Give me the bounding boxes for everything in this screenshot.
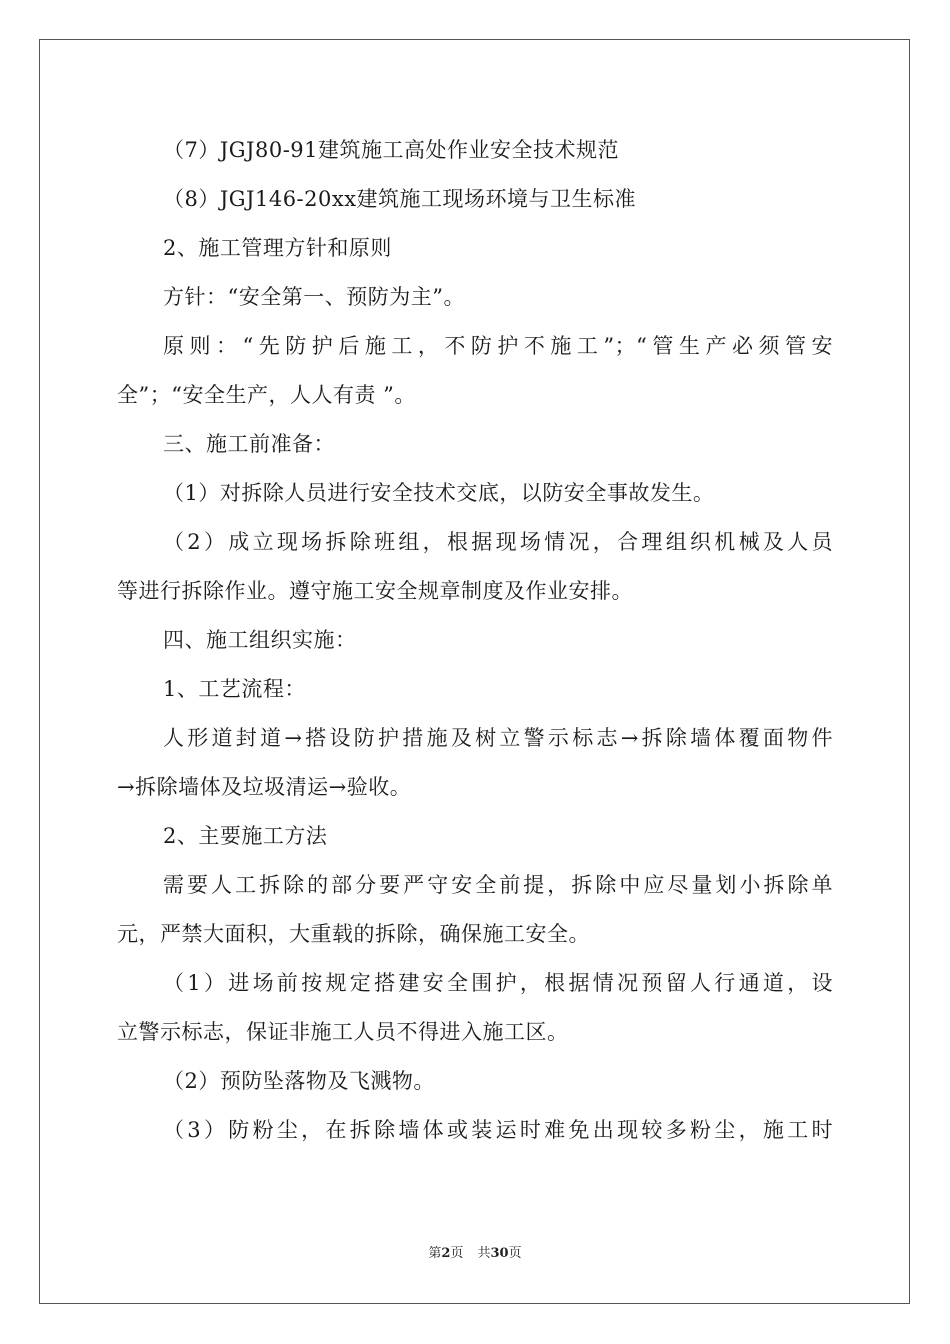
document-body — [117, 126, 833, 1155]
paragraph-line: 需要人工拆除的部分要严守安全前提，拆除中应尽量划小拆除单 — [163, 873, 833, 897]
paragraph-line: （2）成立现场拆除班组，根据现场情况，合理组织机械及人员 — [163, 530, 833, 554]
paragraph-line: （2）预防坠落物及飞溅物。 — [163, 1069, 435, 1093]
paragraph-line: 全”；“安全生产，人人有责 ”。 — [117, 383, 416, 407]
paragraph-line: （8）JGJ146-20xx建筑施工现场环境与卫生标准 — [163, 187, 637, 211]
section-heading: 2、施工管理方针和原则 — [163, 236, 392, 260]
total-suffix: 页 — [508, 1246, 522, 1261]
section-heading: 1、工艺流程： — [163, 677, 306, 701]
paragraph-line: 元，严禁大面积，大重载的拆除，确保施工安全。 — [117, 922, 590, 946]
section-heading: 四、施工组织实施： — [163, 628, 357, 652]
paragraph-line: 立警示标志，保证非施工人员不得进入施工区。 — [117, 1020, 569, 1044]
paragraph-line: （7）JGJ80-91建筑施工高处作业安全技术规范 — [163, 138, 620, 162]
paragraph-line: （1）对拆除人员进行安全技术交底，以防安全事故发生。 — [163, 481, 715, 505]
paragraph-line: （1）进场前按规定搭建安全围护，根据情况预留人行通道，设 — [163, 971, 833, 995]
section-heading: 2、主要施工方法 — [163, 824, 328, 848]
paragraph-line: 人形道封道→搭设防护措施及树立警示标志→拆除墙体覆面物件 — [163, 726, 833, 750]
paragraph-line: 方针：“安全第一、预防为主”。 — [163, 285, 465, 309]
page-number: 2 — [441, 1246, 451, 1261]
total-pages: 30 — [490, 1246, 509, 1261]
paragraph-line: （3）防粉尘，在拆除墙体或装运时难免出现较多粉尘，施工时 — [163, 1118, 833, 1142]
total-prefix: 共 — [477, 1246, 491, 1261]
paragraph-line: →拆除墙体及垃圾清运→验收。 — [117, 775, 412, 799]
page-suffix: 页 — [450, 1246, 464, 1261]
paragraph-line: 原则：“先防护后施工，不防护不施工”；“管生产必须管安 — [163, 334, 833, 358]
section-heading: 三、施工前准备： — [163, 432, 335, 456]
page-footer — [0, 1244, 950, 1264]
page-prefix: 第 — [428, 1246, 442, 1261]
paragraph-line: 等进行拆除作业。遵守施工安全规章制度及作业安排。 — [117, 579, 633, 603]
